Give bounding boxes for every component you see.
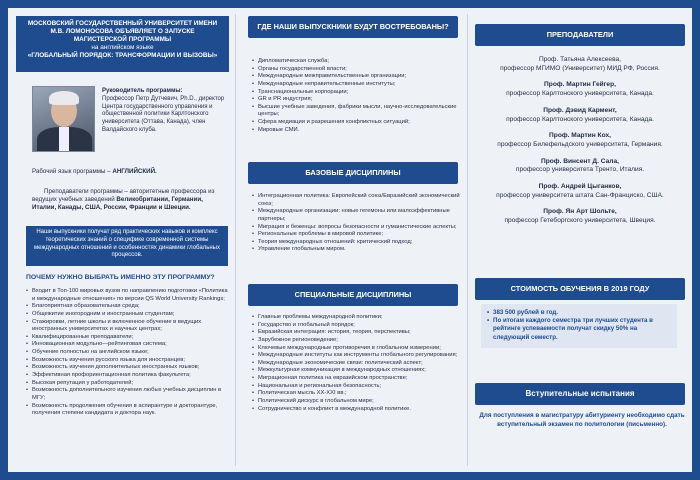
teachers-list	[473, 56, 687, 234]
demand-item: • Дипломатическая служба;	[252, 58, 462, 66]
teacher-affiliation: профессор университета штата Сан-Франциско, США.	[496, 191, 664, 199]
why-item: • Инновационная модульно—рейтинговая система;	[26, 341, 229, 349]
cost-item: • 383 500 рублей в год.	[487, 309, 671, 317]
demand-item: • Органы государственной власти;	[252, 66, 462, 74]
teacher-affiliation: профессор Карлтонского университета, Канада.	[506, 115, 654, 123]
special-discipline-item: • Миграционная политика на евразийском пространстве;	[252, 375, 462, 383]
base-discipline-item: • Международные организации: новые гегемоны или малоэффективные партнеры;	[252, 208, 462, 223]
why-item: • Возможность изучения русского языка для иностранцев;	[26, 357, 229, 365]
demand-item: • GR и PR индустрия;	[252, 96, 462, 104]
cost-list	[487, 309, 671, 342]
teacher-entry	[473, 107, 687, 124]
teacher-affiliation: профессор Карлтонского университета, Канада.	[506, 90, 654, 98]
graduate-skills-box	[26, 226, 228, 266]
teacher-name: Проф. Татьяна Алексеева,	[538, 56, 621, 63]
intro-line: «ГЛОБАЛЬНЫЙ ПОРЯДОК: ТРАНСФОРМАЦИИ И ВЫЗОВЫ»	[27, 52, 218, 59]
authors-prefix: Преподаватели программы – авторитетные профессора из ведущих учебных заведений	[32, 188, 215, 204]
teacher-name: Проф. Андрей Цыганков,	[538, 183, 622, 191]
why-item: • Входит в Топ-100 мировых вузов по направлению подготовки «Политика и международные отношения» по версии QS World University Rankings;	[26, 288, 229, 303]
why-item: • Стажировки, летние школы и включенное обучение в ведущих иностранных университетах и научных центрах;	[26, 319, 229, 334]
graduate-skills-text: Наши выпускники получат ряд практических навыков и комплекс теоретических знаний о специфике современной системы международных отношений и особенностях динамики глобальных процессов.	[34, 229, 220, 259]
brochure-page	[8, 8, 692, 472]
base-discipline-item: • Региональные проблемы в мировой политике;	[252, 231, 462, 239]
why-item: • Возможность дополнительного изучения любых учебных дисциплин в МГУ;	[26, 387, 229, 402]
leader-text: Профессор Петр Дутчевич, Ph.D., директор Центра государственного управления и общественной политики Карлтонского университета (Оттава, Канада), член Валдайского клуба.	[102, 95, 225, 133]
why-item: • Обучение полностью на английском языке;	[26, 349, 229, 357]
left-column	[16, 8, 229, 472]
exam-text: Для поступления в магистратуру абитуриенту необходимо сдать вступительный экзамен по политологии (письменно).	[479, 412, 685, 428]
right-column	[473, 8, 692, 472]
teacher-affiliation: профессор МГИМО (Университет) МИД РФ, Россия.	[500, 64, 660, 72]
base-disciplines-list	[252, 193, 462, 254]
special-discipline-item: • Международные институты как инструменты глобального регулирования;	[252, 352, 462, 360]
why-item: • Квалифицированные преподаватели;	[26, 334, 229, 342]
why-item: • Возможность изучения дополнительных иностранных языков;	[26, 364, 229, 372]
special-discipline-item: • Сотрудничество и конфликт в международной политике.	[252, 406, 462, 414]
demand-header: ГДЕ НАШИ ВЫПУСКНИКИ БУДУТ ВОСТРЕБОВАНЫ?	[248, 16, 458, 38]
teacher-name: Проф. Мартин Гейгер,	[544, 81, 616, 89]
why-title: ПОЧЕМУ НУЖНО ВЫБРАТЬ ИМЕННО ЭТУ ПРОГРАММУ?	[26, 274, 215, 281]
special-discipline-item: • Зарубежное регионоведение;	[252, 337, 462, 345]
why-item: • Высокая репутация у работодателей;	[26, 380, 229, 388]
teacher-entry	[473, 56, 687, 73]
teacher-name: Проф. Винсент Д. Сала,	[541, 157, 619, 165]
special-disciplines-list	[252, 314, 462, 413]
special-discipline-item: • Ключевые международные противоречия в глобальном измерении;	[252, 345, 462, 353]
why-list	[26, 288, 229, 418]
program-teachers-note	[32, 188, 228, 212]
special-discipline-item: • Международные экономические связи: политический аспект;	[252, 360, 462, 368]
exam-header: Вступительные испытания	[475, 383, 685, 405]
teacher-name: Проф. Дэвид Кармент,	[543, 106, 617, 114]
teacher-affiliation: профессор Гетеборгского университета, Швеция.	[504, 217, 656, 225]
special-discipline-item: • Политическая мысль XX-XXI вв.;	[252, 390, 462, 398]
cost-header: СТОИМОСТЬ ОБУЧЕНИЯ В 2019 ГОДУ	[475, 278, 685, 300]
why-item: • Общежитие иногородним и иностранным студентам;	[26, 311, 229, 319]
demand-item: • Высшие учебные заведения, фабрики мысли, научно-исследовательские центры;	[252, 104, 462, 119]
base-discipline-item: • Теория международных отношений: критический подход;	[252, 239, 462, 247]
divider	[467, 14, 468, 466]
teacher-entry	[473, 132, 687, 149]
special-discipline-item: • Главные проблемы международной политики;	[252, 314, 462, 322]
intro-line: на английском языке	[91, 44, 154, 51]
why-item: • Эффективная профориентационная политика факультета;	[26, 372, 229, 380]
cost-item: • По итогам каждого семестра три лучших студента в рейтинге успеваемости получат скидку 50% на следующий семестр.	[487, 317, 671, 342]
special-discipline-item: • Межкультурная коммуникация в международных отношениях;	[252, 367, 462, 375]
leader-info	[102, 88, 228, 135]
language-value: АНГЛИЙСКИЙ.	[112, 168, 157, 175]
special-discipline-item: • Евразийская интеграция: история, теория, перспективы;	[252, 329, 462, 337]
teachers-header: ПРЕПОДАВАТЕЛИ	[475, 24, 685, 46]
teacher-entry	[473, 208, 687, 225]
cost-box	[481, 304, 677, 348]
special-discipline-item: • Национальная и региональная безопасность;	[252, 383, 462, 391]
demand-item: • Транснациональные корпорации;	[252, 89, 462, 97]
intro-line: МАГИСТЕРСКОЙ ПРОГРАММЫ	[73, 36, 172, 43]
authors-countries: Великобритании, Германии, Италии, Канады, США, России, Франции и Швеции.	[32, 196, 203, 212]
leader-title: Руководитель программы:	[102, 88, 183, 94]
teacher-affiliation: профессор Билефельдского университета, Германия.	[497, 140, 663, 148]
why-item: • Благоприятная образовательная среда;	[26, 303, 229, 311]
special-discipline-item: • Государство и глобальный порядок;	[252, 322, 462, 330]
demand-list	[252, 58, 462, 134]
demand-item: • Сфера медиации и разрешения конфликтных ситуаций;	[252, 119, 462, 127]
program-announcement	[16, 16, 229, 72]
why-item: • Возможность продолжения обучения в аспирантуре и докторантуре, получения степени кандидата и доктора наук.	[26, 403, 229, 418]
divider	[235, 14, 236, 466]
teacher-entry	[473, 81, 687, 98]
demand-item: • Мировые СМИ.	[252, 127, 462, 135]
teacher-entry	[473, 183, 687, 200]
teacher-affiliation: профессор университета Тренто, Италия.	[515, 166, 645, 174]
base-discipline-item: • Миграция и беженцы: вопросы безопасности и гуманистические аспекты;	[252, 224, 462, 232]
special-discipline-item: • Политический дискурс в глобальном мире;	[252, 398, 462, 406]
language-prefix: Рабочий язык программы –	[32, 168, 111, 175]
special-disciplines-header: СПЕЦИАЛЬНЫЕ ДИСЦИПЛИНЫ	[248, 284, 458, 306]
teacher-name: Проф. Мартин Кох,	[549, 132, 611, 140]
leader-photo	[32, 86, 95, 152]
working-language	[32, 168, 228, 176]
base-discipline-item: • Управление глобальным миром.	[252, 246, 462, 254]
base-disciplines-header: БАЗОВЫЕ ДИСЦИПЛИНЫ	[248, 162, 458, 184]
intro-line: МОСКОВСКИЙ ГОСУДАРСТВЕННЫЙ УНИВЕРСИТЕТ ИМЕНИ	[27, 20, 218, 27]
demand-item: • Международные неправительственные институты;	[252, 81, 462, 89]
teacher-name: Проф. Ян Арт Шольте,	[543, 208, 617, 216]
teacher-entry	[473, 158, 687, 175]
base-discipline-item: • Интеграционная политика: Европейский союз/Евразийский экономический союз;	[252, 193, 462, 208]
middle-column	[244, 8, 463, 472]
demand-item: • Международные межправительственные организации;	[252, 73, 462, 81]
intro-line: М.В. ЛОМОНОСОВА ОБЪЯВЛЯЕТ О ЗАПУСКЕ	[50, 28, 195, 35]
